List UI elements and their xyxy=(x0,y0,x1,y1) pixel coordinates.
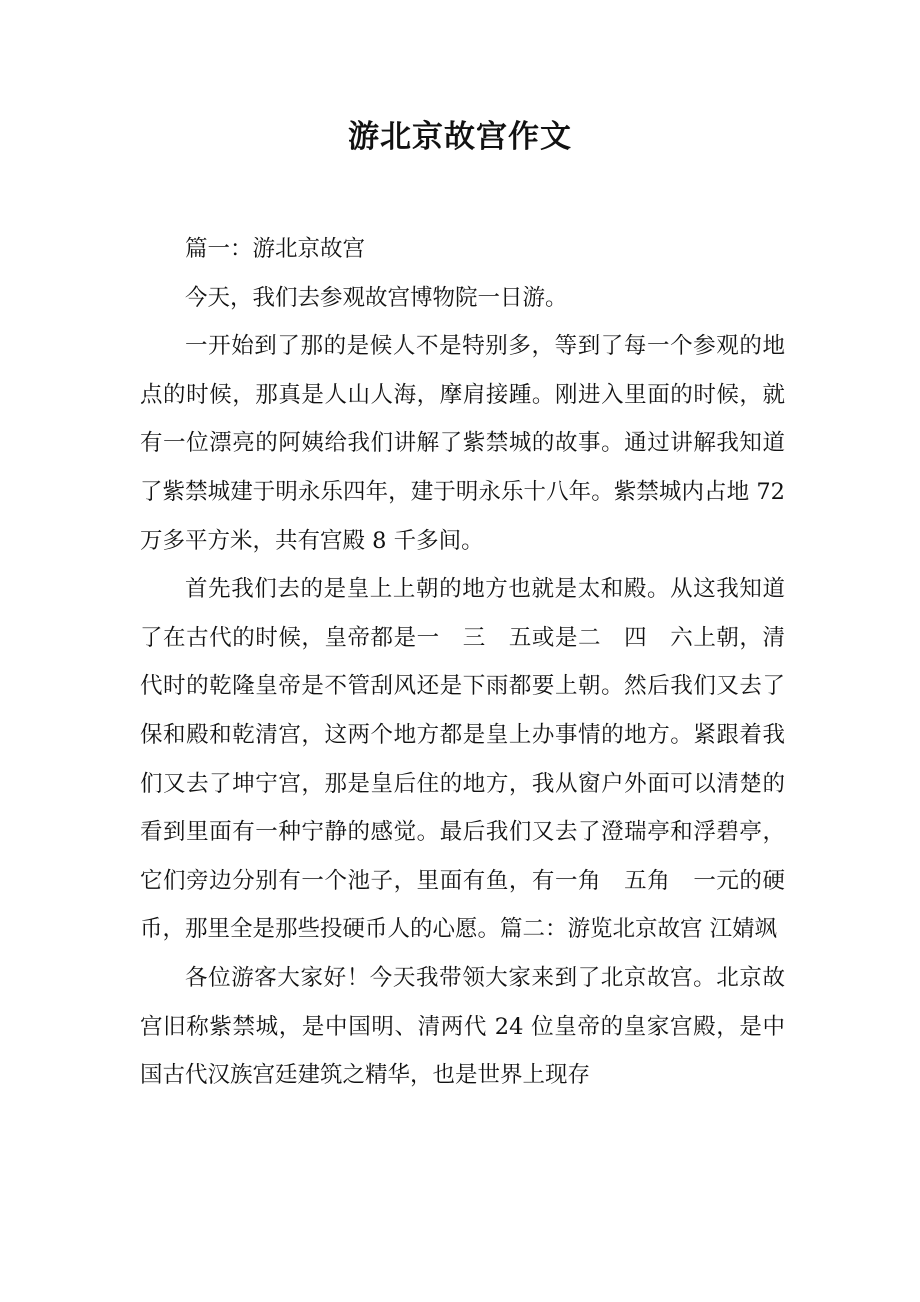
paragraph-intro: 今天，我们去参观故宫博物院一日游。 xyxy=(185,284,568,311)
paragraph-part-two-intro: 各位游客大家好！今天我带领大家来到了北京故宫。北京故宫旧称紫禁城，是中国明、清两代 24 位皇帝的皇家宫殿，是中国古代汉族宫廷建筑之精华，也是世界上现存 xyxy=(140,964,785,1089)
paragraph-arrival: 一开始到了那的是候人不是特别多，等到了每一个参观的地点的时候，那真是人山人海，摩肩接踵。刚进入里面的时候，就有一位漂亮的阿姨给我们讲解了紫禁城的故事。通过讲解我知道了紫禁城建于明永乐四年，建于明永乐十八年。紫禁城内占地 72 万多平方米，共有宫殿 8 千多间。 xyxy=(140,333,785,554)
paragraph-heading-part-one: 篇一：游北京故宫 xyxy=(185,236,366,262)
document-title: 游北京故宫作文 xyxy=(348,119,572,155)
paragraph-palaces: 首先我们去的是皇上上朝的地方也就是太和殿。从这我知道了在古代的时候，皇帝都是一 三 五或是二 四 六上朝，清代时的乾隆皇帝是不管刮风还是下雨都要上朝。然后我们又去了保和殿和乾清宫，这两个地方都是皇上办事情的地方。紧跟着我们又去了坤宁宫，那是皇后住的地方，我从窗户外面可以清楚的看到里面有一种宁静的感觉。最后我们又去了澄瑞亭和浮碧亭，它们旁边分别有一个池子，里面有鱼，有一角 五角 一元的硬币，那里全是那些投硬币人的心愿。篇二：游览北京故宫 江婧飒 xyxy=(140,576,785,943)
document-body xyxy=(140,225,785,1100)
